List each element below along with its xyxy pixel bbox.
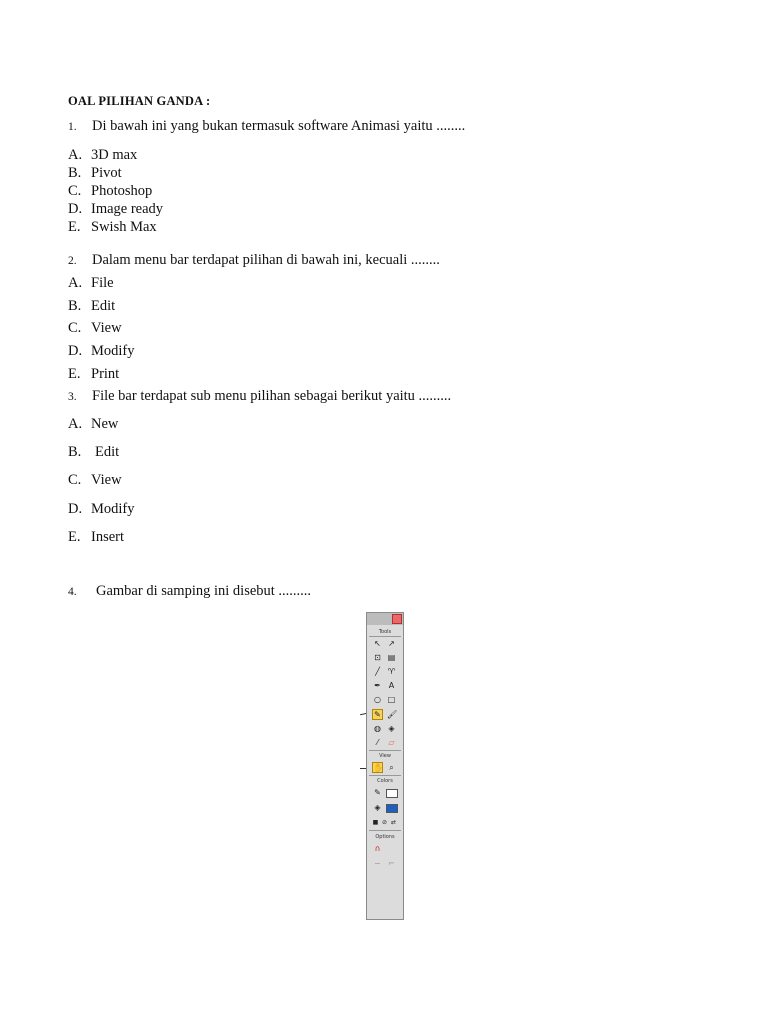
option-text: 3D max [91, 147, 138, 163]
option-text: Modify [91, 501, 135, 517]
eyedropper-icon: ⁄ [376, 738, 379, 747]
close-icon [392, 614, 402, 624]
option-2e [68, 366, 119, 383]
question-number: 4. [68, 586, 77, 598]
ink-bottle-icon: ◍ [374, 724, 381, 733]
default-colors-icon: ■ [372, 819, 379, 826]
option-1a [68, 147, 137, 164]
toolbox-section-tools: Tools [378, 629, 392, 635]
option-3e [68, 529, 124, 546]
divider [369, 636, 401, 637]
option-letter: E. [68, 219, 81, 235]
option-letter: E. [68, 529, 81, 545]
question-number: 2. [68, 255, 77, 267]
option-1d [68, 201, 163, 218]
fill-transform-icon: ▤ [387, 653, 396, 662]
option-text: Edit [91, 298, 116, 314]
option-letter: E. [68, 366, 81, 382]
option-text: View [91, 320, 122, 336]
option-3b [68, 444, 119, 461]
option-1b [68, 165, 122, 182]
option-1c [68, 183, 152, 200]
option-3a [68, 416, 118, 433]
question-text: Di bawah ini yang bukan termasuk software Animasi yaitu ........ [92, 118, 466, 134]
option-text: Image ready [91, 201, 164, 217]
option-letter: A. [68, 275, 83, 291]
question-number: 1. [68, 121, 77, 133]
option-text: Swish Max [91, 219, 157, 235]
option-letter: B. [68, 165, 82, 181]
divider [369, 750, 401, 751]
stroke-color-icon: ✎ [374, 788, 381, 797]
option-2c [68, 320, 122, 337]
option-3d [68, 501, 135, 518]
option-2b [68, 298, 115, 315]
oval-icon: ○ [374, 695, 381, 704]
option-2d [68, 343, 135, 360]
toolbox-figure [366, 612, 404, 920]
question-text: Gambar di samping ini disebut ......... [96, 583, 312, 599]
option-text: Edit [95, 444, 120, 460]
line-icon: ╱ [375, 667, 380, 676]
page-title: OAL PILIHAN GANDA : [68, 94, 211, 108]
toolbox-section-view: View [379, 753, 391, 759]
fill-color-icon: ◈ [374, 803, 381, 812]
pencil-icon: ✎ [374, 710, 381, 719]
smooth-icon: ∽ [374, 859, 381, 868]
option-text: Pivot [91, 165, 122, 181]
option-text: File [91, 275, 114, 291]
option-text: Modify [91, 343, 135, 359]
option-letter: C. [68, 472, 82, 488]
paint-bucket-icon: ◈ [388, 724, 395, 733]
divider [369, 830, 401, 831]
option-letter: D. [68, 343, 83, 359]
no-color-icon: ⊘ [381, 819, 388, 826]
stroke-swatch [386, 789, 398, 798]
pen-icon: ✒ [374, 681, 381, 690]
toolbox-section-options: Options [375, 834, 395, 840]
option-1e [68, 219, 157, 236]
question-text: File bar terdapat sub menu pilihan sebagai berikut yaitu ......... [92, 388, 452, 404]
hand-icon: ✋ [373, 763, 383, 772]
question-text: Dalam menu bar terdapat pilihan di bawah ini, kecuali ........ [92, 252, 440, 268]
zoom-icon: ⌕ [389, 763, 394, 772]
text-icon: A [388, 681, 395, 690]
divider [369, 775, 401, 776]
subselect-icon: ↗ [388, 639, 395, 648]
rectangle-icon: □ [387, 695, 396, 704]
option-letter: B. [68, 444, 82, 460]
arrow-icon: ↖ [374, 639, 381, 648]
option-letter: D. [68, 501, 83, 517]
straighten-icon: ⌐ [388, 859, 395, 868]
option-letter: A. [68, 147, 83, 163]
brush-icon: 🖌 [387, 710, 398, 719]
free-transform-icon: ⊡ [374, 653, 381, 662]
option-letter: D. [68, 201, 83, 217]
option-text: View [91, 472, 122, 488]
option-text: Photoshop [91, 183, 153, 199]
swap-colors-icon: ⇄ [390, 819, 397, 826]
toolbox-section-colors: Colors [377, 778, 393, 784]
option-text: Print [91, 366, 120, 382]
option-letter: B. [68, 298, 82, 314]
option-3c [68, 472, 122, 489]
option-2a [68, 275, 114, 292]
lasso-icon: ♈ [387, 667, 396, 676]
option-letter: A. [68, 416, 83, 432]
option-text: Insert [91, 529, 125, 545]
option-letter: C. [68, 183, 82, 199]
option-text: New [91, 416, 119, 432]
option-letter: C. [68, 320, 82, 336]
magnet-icon: ∩ [374, 844, 381, 853]
eraser-icon: ▱ [388, 738, 395, 747]
question-number: 3. [68, 391, 77, 403]
fill-swatch [386, 804, 398, 813]
